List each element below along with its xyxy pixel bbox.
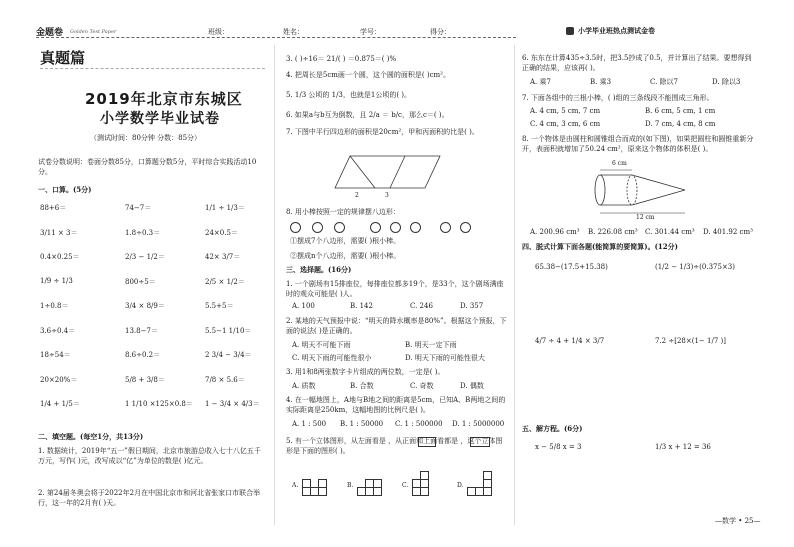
oral-item: 18÷54＝ [40,351,71,359]
oral-item: 5.5−1 1/10＝ [205,326,252,335]
choice-q3: 3. 用1和8两张数字卡片组成的两位数，一定是( )。 [286,368,445,376]
section-tag-text: 真题篇 [40,49,86,67]
fill-q2-text: 2. 第24届冬奥会将于2022年2月在中国北京市和河北省张家口市联合举行，这一年的2月有( )天。 [38,489,261,507]
score-note-text: 试卷分数说明：卷面分数85分，口算题分数5分，平时综合实践活动10分。 [38,158,257,176]
choice-q3-d: D. 偶数 [460,382,484,390]
score-label: 得分： [430,28,451,36]
octagon-shape [440,222,451,233]
left-view-icon [418,437,436,447]
part3-title: 三、选择题。(16分) [286,265,352,274]
cube-option-b-label: B. [347,482,354,489]
oral-item: 2 3/4 − 3/4＝ [205,351,252,359]
fill-q1 [38,446,264,466]
fill-q4: 4. 把周长是5cm画一个圆，这个圆的面积是( )cm²。 [286,71,450,79]
student-id-label: 学号： [360,28,381,36]
part4-title: 四、脱式计算下面各题(能简算的要简算)。(12分) [522,242,678,251]
part1-title: 一、口算。(5分) [38,185,92,194]
choice-q6-b: B. 乘3 [590,78,612,86]
cube-option-b [357,467,397,507]
page-footer: —数学 • 25— [715,517,761,525]
choice-q6-a: A. 乘7 [530,78,551,86]
cube-option-c [412,467,452,507]
calc-4: 7.2 ÷[28×(1− 1/7 )] [655,337,726,345]
fill-q8: 8. 用小棒按照一定的规律摆八边形： [286,208,400,216]
header-underline-left [36,37,516,38]
choice-q8-a: A. 200.96 cm³ [530,228,580,236]
choice-q1-b: B. 142 [350,302,373,310]
octagon-shape [334,222,345,233]
section-tag-rule [40,68,265,69]
choice-q2-c: C. 明天下雨的可能性很小 [292,354,372,362]
choice-q4-a: A. 1 : 500 [292,420,327,428]
name-label: 姓名： [283,28,304,36]
choice-q7: 7. 下面各组中的三根小棒，( )组的三条线段不能围成三角形。 [522,94,714,102]
choice-q1-d: D. 357 [460,302,484,310]
cube-option-a-label: A. [292,482,299,489]
choice-q2-d: D. 明天下雨的可能性很大 [405,354,485,362]
oral-item: 8.6÷0.2＝ [125,351,161,359]
class-label: 班级： [208,28,229,36]
calc-3: 4/7 ÷ 4 + 1/4 × 3/7 [535,337,605,345]
parallelogram-figure [330,148,450,198]
series-icon [566,27,574,35]
column-divider-1 [274,45,275,525]
logo-subtitle: Golden Test Paper [70,29,117,35]
octagon-chain [290,221,490,233]
cube-option-d-label: D. [457,482,464,489]
fill-q8b: ②摆成n个八边形，需要( )根小棒。 [290,252,401,260]
octagon-shape [312,222,323,233]
choice-q2-a: A. 明天不可能下雨 [292,341,351,349]
dim-bottom-label: 12 cm [636,214,655,221]
oral-item: 1/1 ÷ 1/3＝ [205,204,245,212]
choice-q6-c: C. 除以7 [650,78,679,86]
choice-q8-b: B. 226.08 cm³ [588,228,638,236]
fill-q5: 5. 1/3 公顷的 1/3，也就是1公顷的( )。 [286,91,412,99]
test-info: （测试时间：80分钟 分数：85分） [90,134,202,142]
fill-q7-text: 7. 下图中平行四边形的面积是20cm²，甲和丙面积的比是( )。 [286,128,479,136]
oral-item: 3.6÷0.4＝ [40,326,76,335]
choice-q1-a: A. 100 [292,302,315,310]
choice-q4-text: 4. 在一幅地图上，A地与B地之间的距离是5cm，已知A、B两地之间的实际距离是250km，这幅地图的比例尺是( )。 [286,396,506,414]
choice-q1-text: 1. 一个剧场有15排座位，每排座位都多19个，是33个，这个剧场满座时的观众可能是( )人。 [286,280,504,298]
calc-1: 65.38−(17.5+15.38) [535,263,608,271]
octagon-shape [410,222,421,233]
choice-q6-text: 6. 东东在计算435÷3.5时，把3.5抄成了0.5，并计算出了结果。要想得到正确的结果，应该再( )。 [522,54,752,72]
calc-2: (1/2 − 1/3)÷(0.375×3) [655,263,735,271]
choice-q3-c: C. 奇数 [410,382,434,390]
exam-title-line2: 小学数学毕业试卷 [100,111,220,127]
choice-q2-text: 2. 某地的天气预报中说：“明天的降水概率是80%”。根据这个预报，下面的说法( )是正确的。 [286,317,507,335]
octagon-shape [290,222,301,233]
oral-item: 7/8 × 5.6＝ [205,375,245,384]
oral-item: 1÷0.8＝ [40,302,69,310]
choice-q6-d: D. 除以3 [712,78,741,86]
section-tag [40,47,85,68]
figure-label-2: 2 [355,192,359,199]
choice-q4 [286,395,508,415]
oral-item: 5.5+5＝ [205,302,234,310]
octagon-shape [390,222,401,233]
choice-q4-c: C. 1 : 500000 [395,420,443,428]
choice-q7-a: A. 4 cm, 5 cm, 7 cm [530,107,601,115]
cube-option-c-label: C. [402,482,409,489]
choice-q8-d: D. 401.92 cm³ [703,228,753,236]
choice-q3-b: B. 合数 [350,382,374,390]
series-title: 小学毕业班热点测试金卷 [578,27,655,35]
equation-2: 1/3 x + 12 = 36 [655,443,711,451]
oral-item: 20×20%＝ [40,375,78,384]
oral-item: 1 − 3/4 × 4/3＝ [205,400,260,408]
choice-q7-c: C. 4 cm, 3 cm, 6 cm [530,120,601,128]
fill-q8a: ①摆成7个八边形，需要( )根小棒。 [290,237,401,245]
oral-item: 1 1/10 ×125×0.8＝ [125,400,193,408]
octagon-shape [370,222,381,233]
oral-item: 3/11 × 3＝ [40,228,78,237]
cube-options [292,462,512,522]
oral-item: 0.4×0.25＝ [40,253,80,261]
choice-q8 [522,134,756,154]
choice-q5-text: 5. 有一个立体图形，从左面看是 ，从正面和上面看都是 ，这个立体图形是下面的图形( )。 [286,437,503,455]
choice-q7-d: D. 7 cm, 4 cm, 8 cm [645,120,716,128]
oral-item: 5/8 + 3/8＝ [125,375,165,384]
oral-item: 2/5 × 1/2＝ [205,277,245,286]
choice-q1-c: C. 246 [410,302,433,310]
fill-q6: 6. 如果a与b互为倒数，且 2/a ＝ b/c，那么c＝( )。 [286,111,449,119]
choice-q4-d: D. 1 : 5000000 [452,420,505,428]
oral-item: 1/9 ÷ 1/3 [40,276,73,285]
octagon-shape [460,222,471,233]
column-divider-2 [514,45,515,525]
choice-q8-text: 8. 一个物体是由圆柱和圆锥组合而成的(如下图)，如果把圆柱和圆锥重新分开，表面积就增加了50.24 cm²，原来这个物体的体积是( )。 [522,135,754,153]
oral-item: 1.8÷0.3＝ [125,228,161,237]
figure-label-3: 3 [385,192,389,199]
fill-q3: 3. ( )÷16＝ 21/( ) ＝0.875＝( )% [286,55,397,63]
choice-q1 [286,279,508,299]
oral-item: 3/4 × 8/9＝ [125,302,165,310]
part2-title: 二、填空题。(每空1分，共13分) [38,432,144,441]
oral-item: 42× 3/7＝ [205,253,241,261]
cube-option-d [467,467,507,507]
part5-title: 五、解方程。(6分) [522,424,583,433]
choice-q7-b: B. 6 cm, 5 cm, 1 cm [645,107,716,115]
oral-item: 74−7＝ [125,204,152,212]
fill-q7 [286,127,508,137]
logo-text: 金题卷 [36,28,64,38]
choice-q2 [286,316,508,336]
fill-q1-text: 1. 数据统计，2019年“五一”假日期间，北京市旅游总收入七十八亿五千万元，写作( )元，改写成以“亿”为单位的数是( )亿元。 [38,447,261,465]
oral-item: 800÷5＝ [125,277,156,286]
oral-item: 1/4 + 1/5＝ [40,400,80,408]
choice-q4-b: B. 1 : 50000 [340,420,384,428]
cylinder-cone-figure [590,165,710,220]
score-note [38,157,264,177]
header [0,0,794,46]
dim-top-label: 6 cm [612,160,627,167]
oral-item: 24×0.5＝ [205,228,238,237]
choice-q6 [522,53,756,73]
oral-item: 2/3 − 1/2＝ [125,253,165,261]
front-view-icon [470,437,490,447]
exam-title-line1: 2019年北京市东城区 [85,90,243,108]
choice-q3-a: A. 质数 [292,382,316,390]
oral-item: 88+6＝ [40,204,67,212]
oral-item: 13.8−7＝ [125,326,158,335]
choice-q2-b: B. 明天一定下雨 [405,341,457,349]
cube-option-a [302,467,342,507]
equation-1: x − 5/8 x = 3 [535,443,582,451]
choice-q8-c: C. 301.44 cm³ [645,228,695,236]
fill-q2 [38,488,264,508]
